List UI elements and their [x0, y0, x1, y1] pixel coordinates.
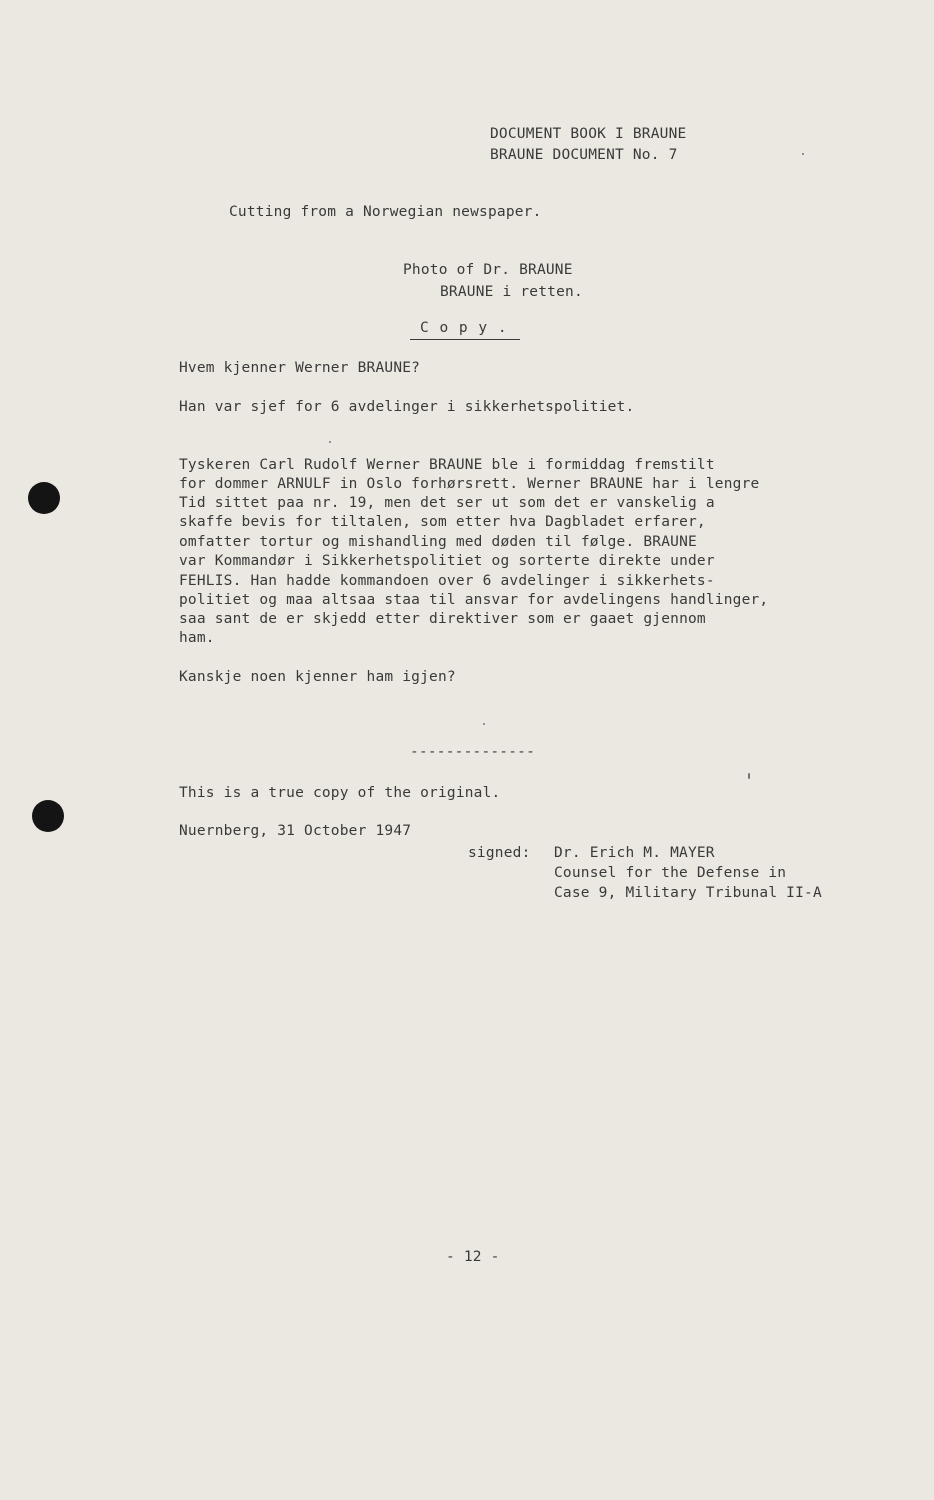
copy-heading-underline — [410, 339, 520, 340]
subheading-line: Han var sjef for 6 avdelinger i sikkerhetspolitiet. — [179, 399, 635, 415]
punch-hole-top — [28, 482, 60, 514]
page-number: - 12 - — [446, 1249, 500, 1265]
body-line: ham. — [179, 630, 215, 646]
body-line: politiet og maa altsaa staa til ansvar for avdelingens handlinger, — [179, 592, 769, 608]
signature-label: signed: — [468, 845, 531, 861]
place-date-line: Nuernberg, 31 October 1947 — [179, 823, 412, 839]
separator-line: -------------- — [410, 744, 536, 760]
header-document-number: BRAUNE DOCUMENT No. 7 — [490, 147, 678, 163]
body-line: Tyskeren Carl Rudolf Werner BRAUNE ble i formiddag fremstilt — [179, 457, 715, 473]
paper-speck — [748, 773, 750, 779]
body-line: omfatter tortur og mishandling med døden til følge. BRAUNE — [179, 534, 697, 550]
paper-speck — [802, 153, 804, 155]
photo-caption: Photo of Dr. BRAUNE — [403, 262, 573, 278]
intro-line: Cutting from a Norwegian newspaper. — [229, 204, 542, 220]
question-line: Hvem kjenner Werner BRAUNE? — [179, 360, 421, 376]
body-line: for dommer ARNULF in Oslo forhørsrett. Werner BRAUNE har i lengre — [179, 476, 760, 492]
copy-heading: C o p y . — [420, 320, 508, 336]
signatory-role: Counsel for the Defense in — [554, 865, 787, 881]
punch-hole-bottom — [32, 800, 64, 832]
header-document-book: DOCUMENT BOOK I BRAUNE — [490, 126, 687, 142]
signatory-case: Case 9, Military Tribunal II-A — [554, 885, 822, 901]
closing-question: Kanskje noen kjenner ham igjen? — [179, 669, 456, 685]
body-line: skaffe bevis for tiltalen, som etter hva Dagbladet erfarer, — [179, 514, 706, 530]
paper-speck — [483, 723, 485, 725]
paper-speck — [329, 441, 331, 443]
certification-line: This is a true copy of the original. — [179, 785, 501, 801]
body-line: Tid sittet paa nr. 19, men det ser ut som det er vanskelig a — [179, 495, 715, 511]
body-line: FEHLIS. Han hadde kommandoen over 6 avdelinger i sikkerhets- — [179, 573, 715, 589]
photo-subcaption: BRAUNE i retten. — [440, 284, 583, 300]
signatory-name: Dr. Erich M. MAYER — [554, 845, 715, 861]
body-line: saa sant de er skjedd etter direktiver som er gaaet gjennom — [179, 611, 706, 627]
body-line: var Kommandør i Sikkerhetspolitiet og sorterte direkte under — [179, 553, 715, 569]
